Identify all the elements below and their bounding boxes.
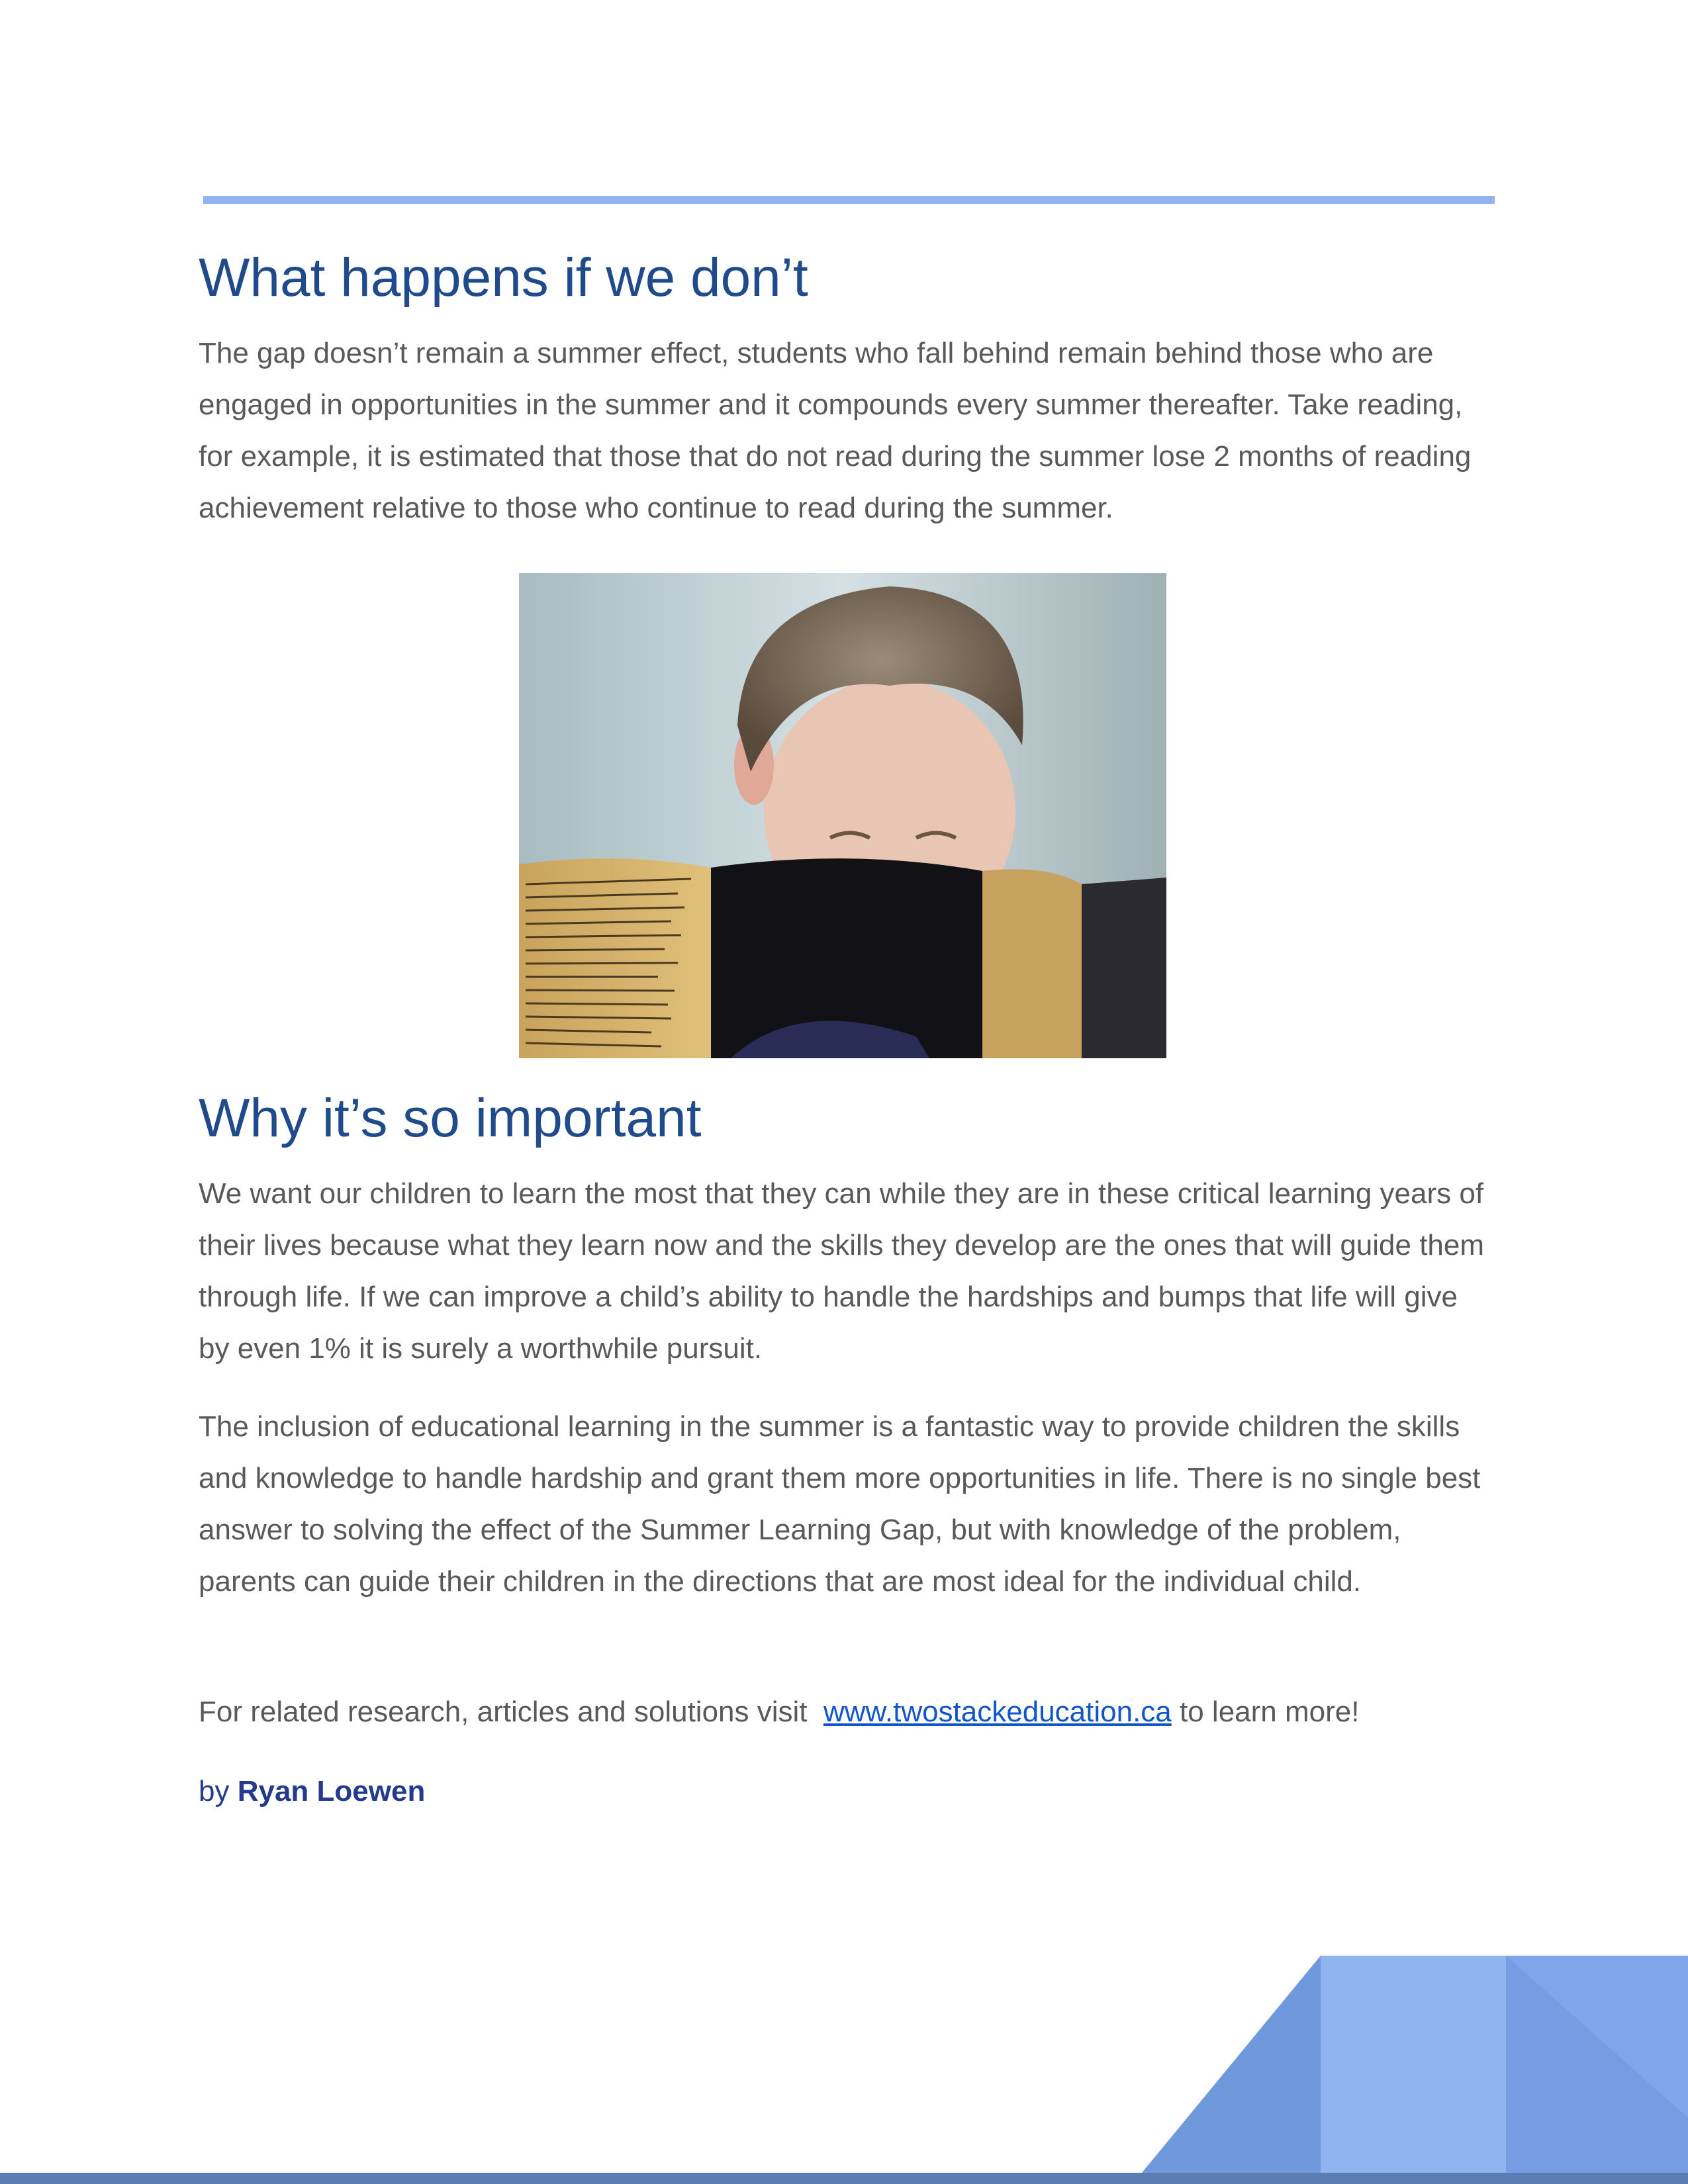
paragraph-educational-inclusion: The inclusion of educational learning in the summer is a fantastic way to provide children the skills and knowledge to handle hardship and grant them more opportunities in life. There is no single best answer to solving the effect of the Summer Learning Gap, but with knowledge of the problem, parents can guide their children in the directions that are most ideal for the individual child. — [199, 1410, 1481, 1598]
paragraph-critical-years: We want our children to learn the most that they can while they are in these critical learning years of their lives because what they learn now and the skills they develop are the ones that will guide them through life. If we can improve a child’s ability to handle the hardships and bumps that life will give by even 1% it is surely a worthwhile pursuit. — [199, 1177, 1485, 1365]
heading-why-important: Why it’s so important — [199, 1088, 702, 1148]
heading-what-happens: What happens if we don’t — [199, 248, 808, 308]
related-suffix: to learn more! — [1180, 1696, 1360, 1728]
byline-prefix: by — [199, 1775, 230, 1807]
byline-author: Ryan Loewen — [237, 1775, 426, 1807]
footer-bar — [0, 2173, 1688, 2184]
website-link[interactable]: www.twostackeducation.ca — [823, 1696, 1172, 1728]
paragraph-summer-gap: The gap doesn’t remain a summer effect, students who fall behind remain behind those who are engaged in opportunities in the summer and it compounds every summer thereafter. Take reading, for example, it is estimated that those that do not read during the summer lose 2 months of reading achievement relative to those who continue to read during the summer. — [199, 337, 1472, 524]
related-prefix: For related research, articles and solutions visit — [199, 1696, 808, 1728]
